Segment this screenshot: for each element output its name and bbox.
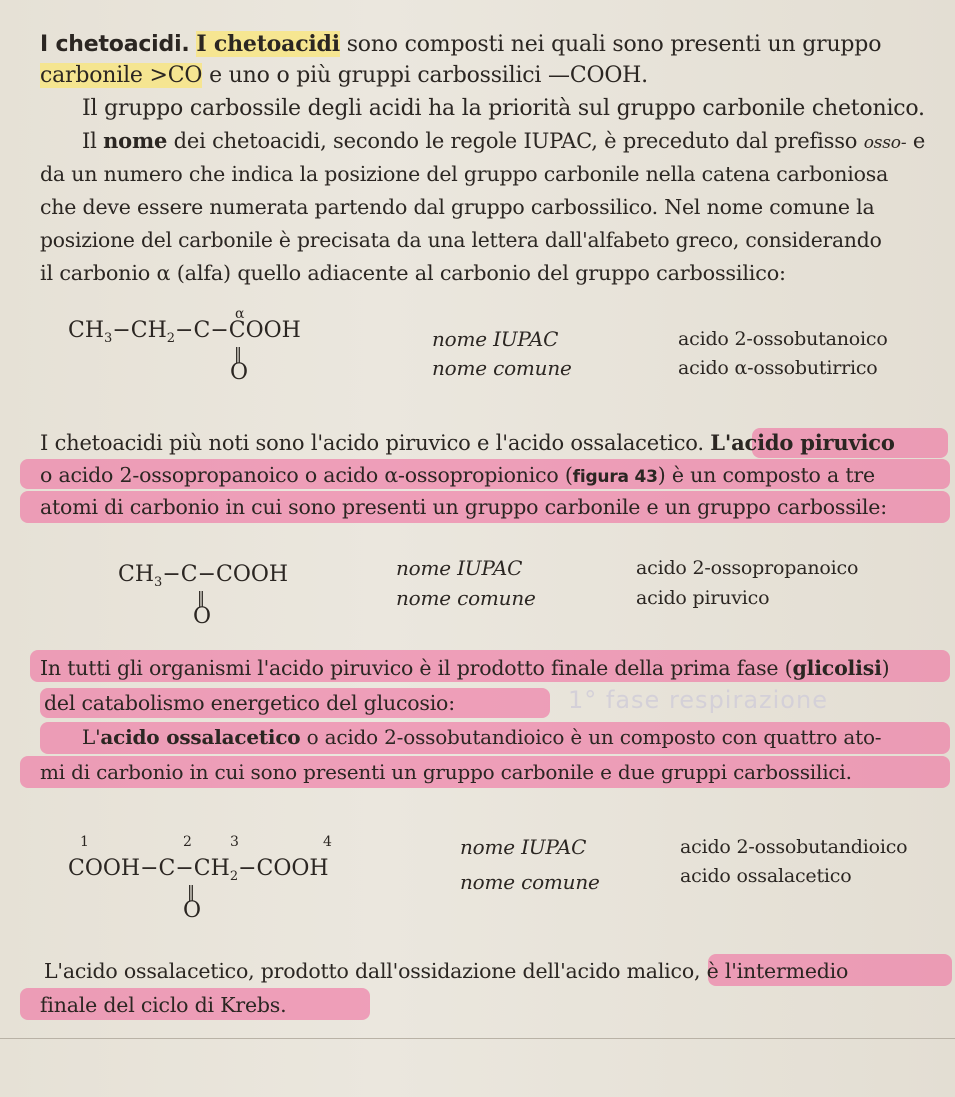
p2-line1: Il gruppo carbossile degli acidi ha la priorità sul gruppo carbonile chetonico. <box>82 96 925 121</box>
p4-line1: I chetoacidi più noti sono l'acido piruvico e l'acido ossalacetico. L'acido piruvico <box>40 430 895 455</box>
oxygen: O <box>230 360 249 385</box>
p3-line1: Il nome dei chetoacidi, secondo le regole IUPAC, è preceduto dal prefisso osso- e <box>82 128 926 153</box>
p6-line2: mi di carbonio in cui sono presenti un gruppo carbonile e due gruppi carbossilici. <box>40 760 852 784</box>
ex1-iupac-label: nome IUPAC <box>432 327 559 351</box>
ex3-common-name: acido ossalacetico <box>680 865 852 887</box>
p3-line5: il carbonio α (alfa) quello adiacente al carbonio del gruppo carbossilico: <box>40 261 786 285</box>
p1-line2: carbonile >CO e uno o più gruppi carbossilici —COOH. <box>40 63 648 88</box>
ex3-iupac-name: acido 2-ossobutandioico <box>680 836 908 858</box>
ex1-common-name: acido α-ossobutirrico <box>678 357 878 379</box>
ex3-iupac-label: nome IUPAC <box>460 835 587 859</box>
carbon-number-2: 2 <box>183 834 192 850</box>
p3-line3: che deve essere numerata partendo dal gruppo carbossilico. Nel nome comune la <box>40 195 875 219</box>
ex2-iupac-label: nome IUPAC <box>396 556 523 580</box>
formula1: $CH_3-CH_2-C-COOH$ <box>68 318 301 346</box>
double-bond: ‖ <box>234 344 242 363</box>
p1-lead: I chetoacidi <box>196 31 340 57</box>
p7-line1: L'acido ossalacetico, prodotto dall'ossidazione dell'acido malico, è l'intermedio <box>44 959 849 983</box>
double-bond: ‖ <box>197 588 205 607</box>
oxygen: O <box>193 604 212 629</box>
p7-line2: finale del ciclo di Krebs. <box>40 993 287 1017</box>
section-title: I chetoacidi. <box>40 32 190 57</box>
handwritten-note: 1° fase respirazione <box>568 686 828 714</box>
formula3: $COOH-C-CH_2-COOH$ <box>68 856 329 884</box>
p3-line2: da un numero che indica la posizione del gruppo carbonile nella catena carboniosa <box>40 162 889 186</box>
formula2: $CH_3-C-COOH$ <box>118 562 289 590</box>
oxygen: O <box>183 898 202 923</box>
p4-line2: o acido 2-ossopropanoico o acido α-ossopropionico (figura 43) è un composto a tre <box>40 463 875 487</box>
ex1-iupac-name: acido 2-ossobutanoico <box>678 328 888 350</box>
ex3-common-label: nome comune <box>460 870 600 894</box>
alpha-label: α <box>235 306 245 322</box>
p5-line1: In tutti gli organismi l'acido piruvico è il prodotto finale della prima fase (glicolisi) <box>40 656 890 680</box>
p6-line1: L'acido ossalacetico o acido 2-ossobutandioico è un composto con quattro ato- <box>82 725 882 749</box>
p1-line1 <box>40 30 881 59</box>
p1-l1: sono composti nei quali sono presenti un gruppo <box>346 32 882 57</box>
ex2-common-label: nome comune <box>396 586 536 610</box>
p5-line2: del catabolismo energetico del glucosio: <box>44 691 455 715</box>
page-rule <box>0 1038 955 1039</box>
p1-l2c: e uno o più gruppi carbossilici —COOH. <box>209 63 648 88</box>
ex2-iupac-name: acido 2-ossopropanoico <box>636 557 859 579</box>
ex1-common-label: nome comune <box>432 356 572 380</box>
carbon-number-1: 1 <box>80 834 89 850</box>
ex2-common-name: acido piruvico <box>636 587 770 609</box>
p3-line4: posizione del carbonile è precisata da una lettera dall'alfabeto greco, considerando <box>40 228 882 252</box>
carbon-number-3: 3 <box>230 834 239 850</box>
double-bond: ‖ <box>187 882 195 901</box>
p4-line3: atomi di carbonio in cui sono presenti un gruppo carbonile e un gruppo carbossile: <box>40 495 887 519</box>
carbon-number-4: 4 <box>323 834 332 850</box>
